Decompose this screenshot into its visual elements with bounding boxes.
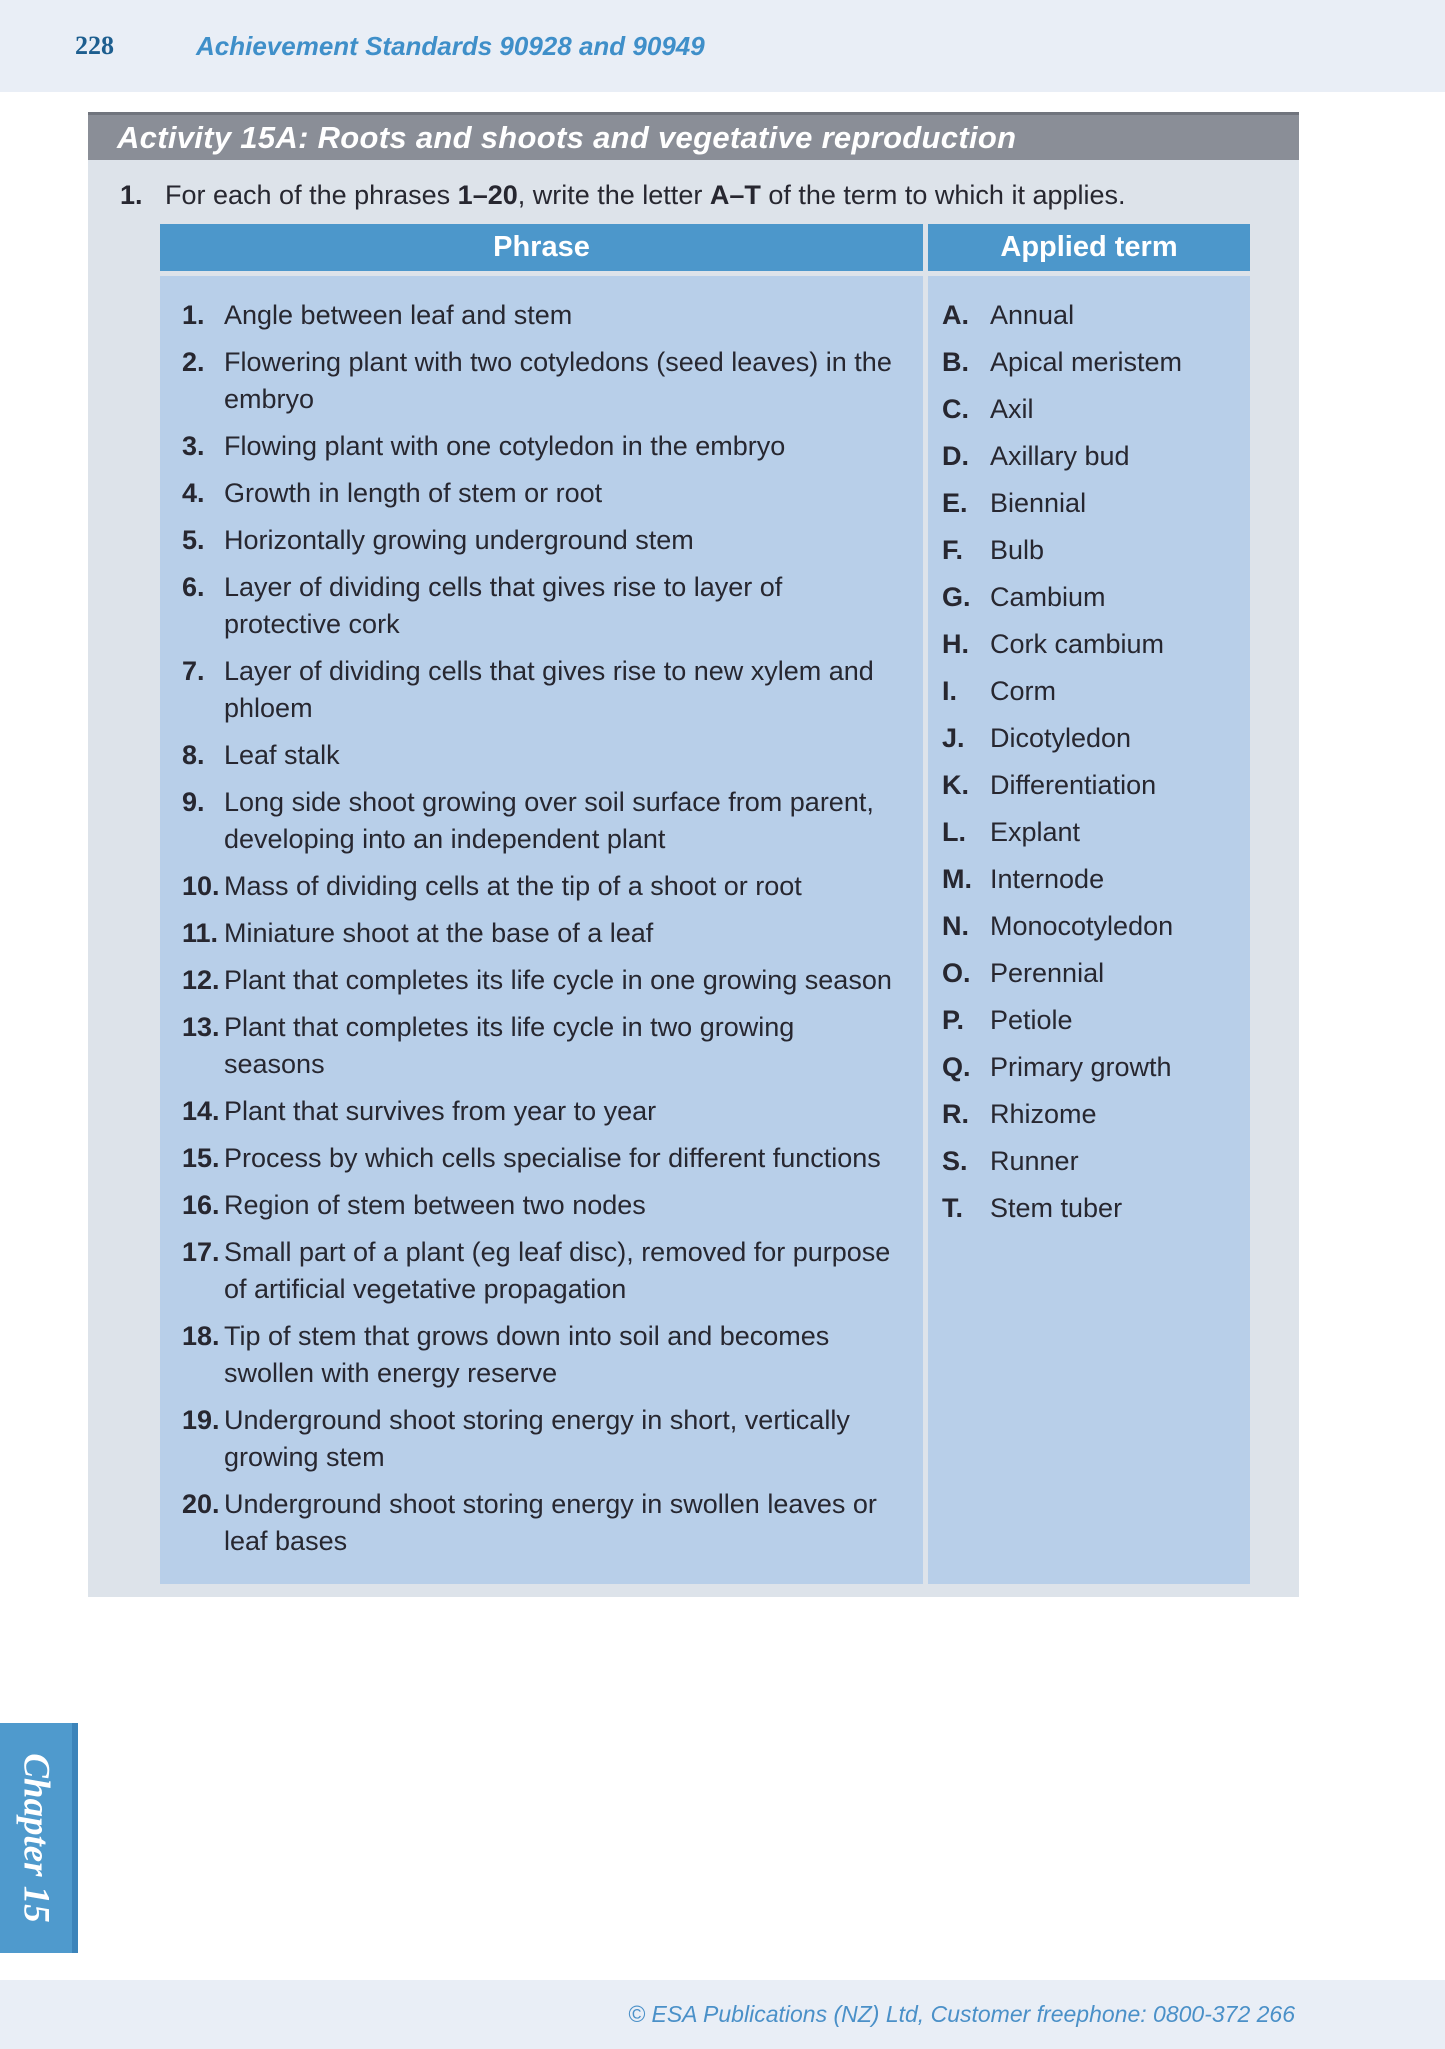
term-letter: H.	[942, 629, 969, 659]
phrase-text: Horizontally growing underground stem	[224, 525, 694, 555]
term-letter: D.	[942, 441, 969, 471]
applied-term-row	[942, 767, 1240, 804]
applied-term-row	[942, 532, 1240, 569]
term-letter: S.	[942, 1146, 968, 1176]
question-text-suffix: of the term to which it applies.	[760, 180, 1126, 210]
term-text: Primary growth	[990, 1052, 1172, 1082]
term-text: Biennial	[990, 488, 1087, 518]
phrase-text: Plant that completes its life cycle in two growing seasons	[224, 1012, 795, 1079]
question-text-middle: , write the letter	[517, 180, 710, 210]
phrase-number: 2.	[182, 347, 205, 377]
term-text: Dicotyledon	[990, 723, 1132, 753]
phrase-number: 11.	[182, 918, 219, 948]
question-text	[165, 177, 1126, 213]
copyright-text: © ESA Publications (NZ) Ltd, Customer freephone: 0800-372 266	[628, 2001, 1295, 2027]
term-letter: B.	[942, 347, 969, 377]
phrase-text: Plant that survives from year to year	[224, 1096, 657, 1126]
applied-term-row	[942, 579, 1240, 616]
term-letter: T.	[942, 1193, 964, 1223]
phrase-number: 1.	[182, 300, 205, 330]
applied-term-row	[942, 1002, 1240, 1039]
phrase-number: 19.	[182, 1405, 220, 1435]
term-text: Axil	[990, 394, 1034, 424]
phrase-row	[182, 522, 897, 559]
phrase-row	[182, 1140, 897, 1177]
term-text: Perennial	[990, 958, 1105, 988]
running-title: Achievement Standards 90928 and 90949	[196, 30, 705, 61]
phrase-row	[182, 962, 897, 999]
applied-term-row	[942, 908, 1240, 945]
term-text: Apical meristem	[990, 347, 1183, 377]
term-letter: K.	[942, 770, 969, 800]
term-letter: R.	[942, 1099, 969, 1129]
matching-table	[160, 224, 1250, 1584]
term-text: Annual	[990, 300, 1075, 330]
phrase-text: Miniature shoot at the base of a leaf	[224, 918, 654, 948]
phrase-row	[182, 915, 897, 952]
term-letter: M.	[942, 864, 972, 894]
phrase-text: Underground shoot storing energy in swollen leaves or leaf bases	[224, 1489, 877, 1556]
term-letter: G.	[942, 582, 971, 612]
phrase-number: 6.	[182, 572, 205, 602]
phrase-number: 5.	[182, 525, 205, 555]
phrase-column	[160, 224, 923, 1584]
phrase-row	[182, 653, 897, 727]
phrase-text: Small part of a plant (eg leaf disc), removed for purpose of artificial vegetative propagation	[224, 1237, 891, 1304]
term-text: Runner	[990, 1146, 1079, 1176]
applied-term-row	[942, 1049, 1240, 1086]
applied-term-list	[928, 276, 1250, 1584]
phrase-row	[182, 1009, 897, 1083]
phrase-text: Underground shoot storing energy in short, vertically growing stem	[224, 1405, 850, 1472]
term-text: Explant	[990, 817, 1081, 847]
term-text: Petiole	[990, 1005, 1073, 1035]
term-text: Rhizome	[990, 1099, 1097, 1129]
phrase-text: Layer of dividing cells that gives rise to layer of protective cork	[224, 572, 783, 639]
applied-term-column	[928, 224, 1250, 1584]
applied-term-row	[942, 673, 1240, 710]
applied-term-column-header: Applied term	[928, 224, 1250, 271]
page-header-band	[0, 0, 1445, 92]
phrase-row	[182, 1402, 897, 1476]
phrase-number: 9.	[182, 787, 205, 817]
term-letter: Q.	[942, 1052, 971, 1082]
term-text: Monocotyledon	[990, 911, 1174, 941]
phrase-text: Leaf stalk	[224, 740, 340, 770]
question-number: 1.	[120, 180, 143, 210]
term-letter: L.	[942, 817, 966, 847]
phrase-text: Process by which cells specialise for different functions	[224, 1143, 881, 1173]
applied-term-row	[942, 297, 1240, 334]
phrase-number: 3.	[182, 431, 205, 461]
term-letter: A.	[942, 300, 969, 330]
phrase-number: 8.	[182, 740, 205, 770]
phrase-text: Layer of dividing cells that gives rise to new xylem and phloem	[224, 656, 874, 723]
term-letter: P.	[942, 1005, 965, 1035]
applied-term-row	[942, 1096, 1240, 1133]
applied-term-row	[942, 1190, 1240, 1227]
phrase-row	[182, 475, 897, 512]
phrase-row	[182, 1318, 897, 1392]
phrase-number: 7.	[182, 656, 205, 686]
phrase-row	[182, 344, 897, 418]
term-text: Differentiation	[990, 770, 1157, 800]
phrase-number: 15.	[182, 1143, 220, 1173]
phrase-number: 10.	[182, 871, 220, 901]
question-line	[120, 177, 1269, 213]
applied-term-row	[942, 955, 1240, 992]
phrase-number: 17.	[182, 1237, 220, 1267]
phrase-number: 14.	[182, 1096, 220, 1126]
phrase-text: Angle between leaf and stem	[224, 300, 573, 330]
phrase-text: Mass of dividing cells at the tip of a shoot or root	[224, 871, 802, 901]
term-text: Bulb	[990, 535, 1045, 565]
question-letter-range: A–T	[709, 180, 761, 210]
term-letter: E.	[942, 488, 968, 518]
applied-term-row	[942, 720, 1240, 757]
term-letter: O.	[942, 958, 971, 988]
applied-term-row	[942, 391, 1240, 428]
term-letter: N.	[942, 911, 969, 941]
phrase-row	[182, 1486, 897, 1560]
phrase-row	[182, 1234, 897, 1308]
phrase-row	[182, 297, 897, 334]
phrase-row	[182, 868, 897, 905]
term-letter: F.	[942, 535, 964, 565]
activity-title: Activity 15A: Roots and shoots and vegetative reproduction	[117, 119, 1017, 155]
phrase-text: Flowering plant with two cotyledons (seed leaves) in the embryo	[224, 347, 892, 414]
phrase-number: 16.	[182, 1190, 220, 1220]
phrase-row	[182, 784, 897, 858]
phrase-text: Region of stem between two nodes	[224, 1190, 646, 1220]
phrase-text: Flowing plant with one cotyledon in the embryo	[224, 431, 786, 461]
phrase-text: Tip of stem that grows down into soil and becomes swollen with energy reserve	[224, 1321, 830, 1388]
applied-term-row	[942, 485, 1240, 522]
phrase-number: 18.	[182, 1321, 220, 1351]
activity-box	[88, 112, 1299, 1597]
chapter-tab-label: Chapter 15	[15, 1753, 57, 1923]
phrase-text: Plant that completes its life cycle in one growing season	[224, 965, 892, 995]
phrase-number: 12.	[182, 965, 220, 995]
phrase-list	[160, 276, 923, 1584]
question-range: 1–20	[457, 180, 518, 210]
term-text: Axillary bud	[990, 441, 1130, 471]
applied-term-row	[942, 344, 1240, 381]
applied-term-row	[942, 861, 1240, 898]
phrase-row	[182, 569, 897, 643]
page-number: 228	[75, 31, 114, 60]
question-text-prefix: For each of the phrases	[165, 180, 458, 210]
phrase-text: Long side shoot growing over soil surface from parent, developing into an independent plant	[224, 787, 874, 854]
phrase-row	[182, 1187, 897, 1224]
phrase-number: 20.	[182, 1489, 220, 1519]
applied-term-row	[942, 438, 1240, 475]
phrase-text: Growth in length of stem or root	[224, 478, 603, 508]
page-footer-band	[0, 1980, 1445, 2049]
activity-title-bar	[88, 112, 1299, 160]
term-letter: I.	[942, 676, 958, 706]
term-text: Cambium	[990, 582, 1106, 612]
applied-term-row	[942, 1143, 1240, 1180]
term-letter: C.	[942, 394, 969, 424]
term-text: Internode	[990, 864, 1105, 894]
phrase-number: 4.	[182, 478, 205, 508]
term-text: Corm	[990, 676, 1056, 706]
applied-term-row	[942, 814, 1240, 851]
phrase-row	[182, 1093, 897, 1130]
phrase-column-header: Phrase	[160, 224, 923, 271]
term-letter: J.	[942, 723, 965, 753]
term-text: Cork cambium	[990, 629, 1165, 659]
term-text: Stem tuber	[990, 1193, 1123, 1223]
phrase-row	[182, 428, 897, 465]
phrase-number: 13.	[182, 1012, 220, 1042]
applied-term-row	[942, 626, 1240, 663]
chapter-tab	[0, 1723, 78, 1953]
phrase-row	[182, 737, 897, 774]
